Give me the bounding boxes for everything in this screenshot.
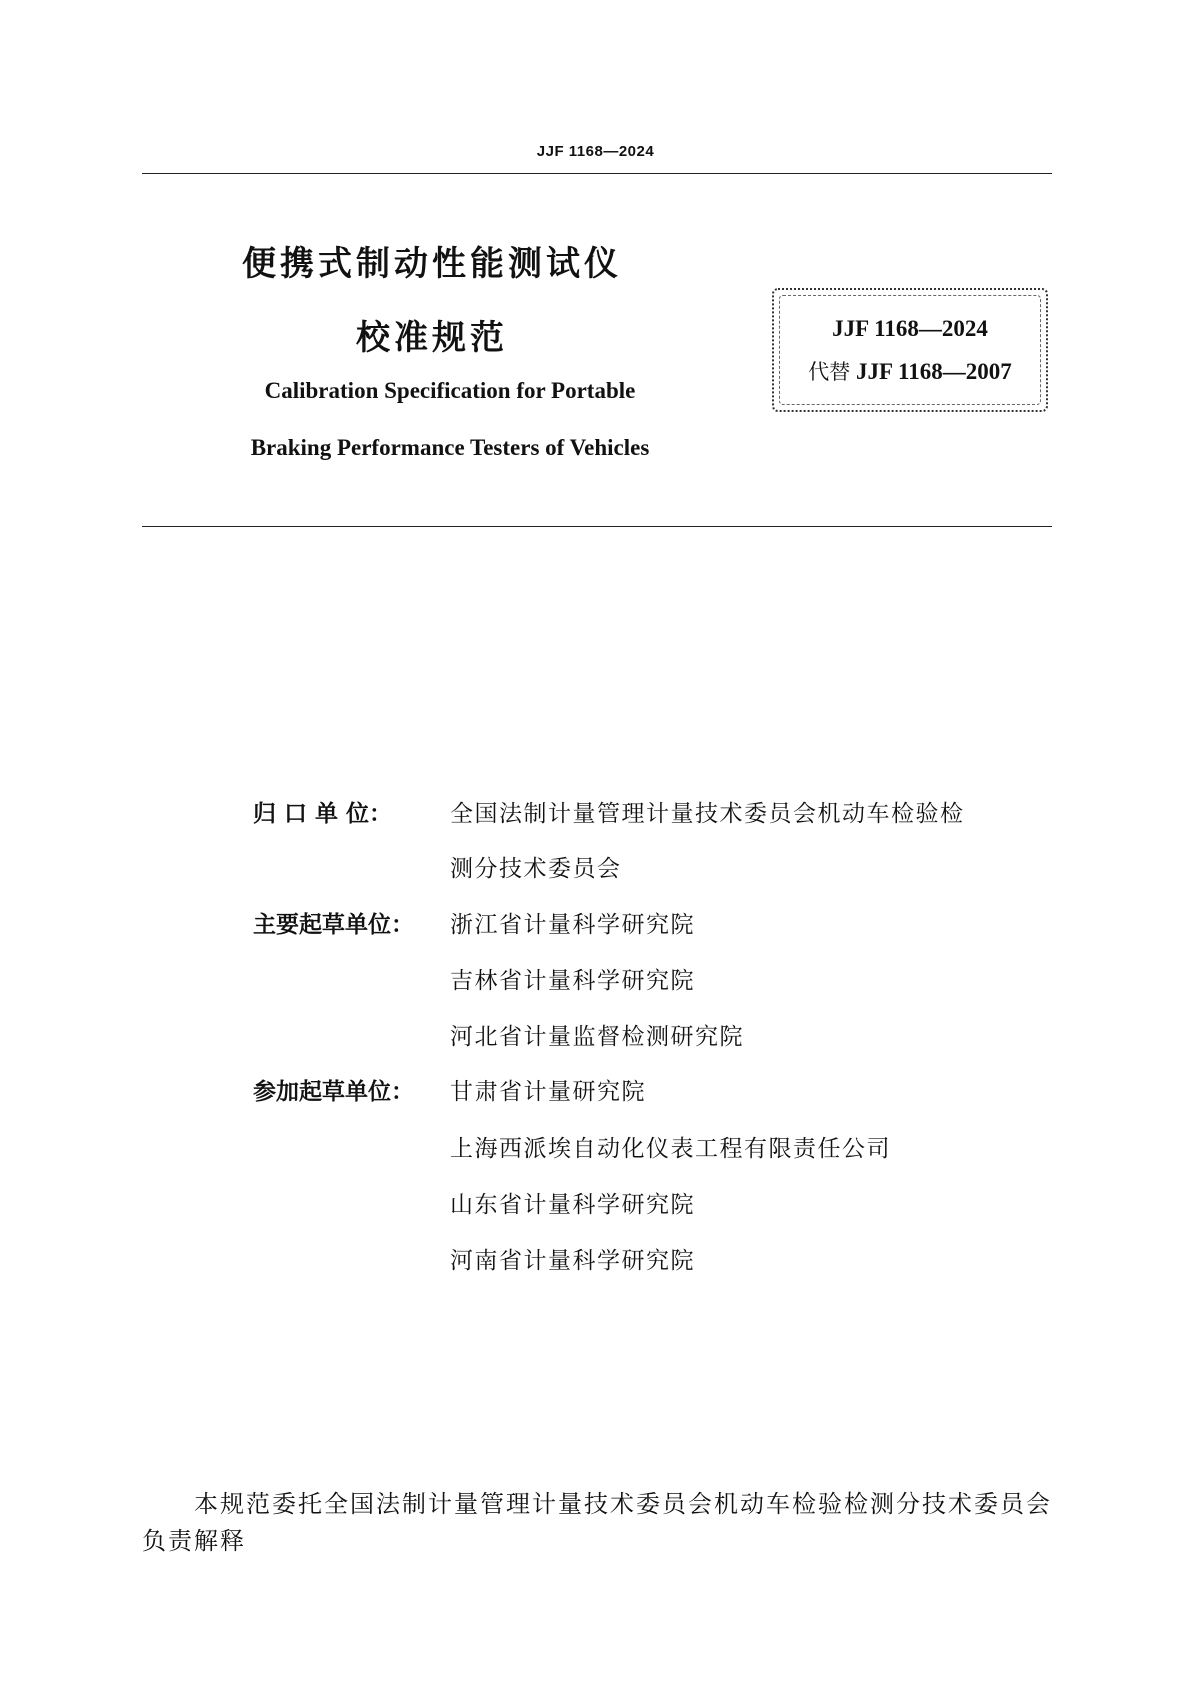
title-english-line2: Braking Performance Testers of Vehicles (250, 435, 650, 460)
title-chinese-line1: 便携式制动性能测试仪 (242, 244, 622, 284)
standard-code-box (772, 288, 1048, 412)
responsible-unit-value: 全国法制计量管理计量技术委员会机动车检验检 (450, 801, 965, 827)
bottom-divider (142, 526, 1052, 527)
title-chinese-line2: 校准规范 (356, 318, 508, 358)
participating-drafting-unit: 河南省计量科学研究院 (450, 1248, 695, 1274)
header-standard-code: JJF 1168—2024 (536, 143, 655, 160)
participating-drafting-unit: 甘肃省计量研究院 (450, 1079, 646, 1105)
participating-drafting-unit: 山东省计量科学研究院 (450, 1192, 695, 1218)
top-divider (142, 173, 1052, 174)
title-english-line1: Calibration Specification for Portable (264, 378, 636, 403)
participating-drafting-label: 参加起草单位： (253, 1079, 414, 1105)
main-drafting-unit: 河北省计量监督检测研究院 (450, 1024, 744, 1050)
replaces-code: JJF 1168—2007 (856, 359, 1012, 384)
participating-drafting-unit: 上海西派埃自动化仪表工程有限责任公司 (450, 1136, 891, 1162)
responsible-unit-value-cont: 测分技术委员会 (450, 856, 622, 882)
main-drafting-unit: 吉林省计量科学研究院 (450, 968, 695, 994)
replaces-code-line (774, 356, 1046, 386)
responsible-unit-label: 归 口 单 位： (253, 801, 393, 827)
interpretation-note: 本规范委托全国法制计量管理计量技术委员会机动车检验检测分技术委员会负责解释 (142, 1490, 1052, 1555)
replaces-prefix: 代替 (808, 360, 851, 384)
main-drafting-label: 主要起草单位： (253, 912, 414, 938)
current-code: JJF 1168—2024 (832, 316, 988, 341)
main-drafting-unit: 浙江省计量科学研究院 (450, 912, 695, 938)
